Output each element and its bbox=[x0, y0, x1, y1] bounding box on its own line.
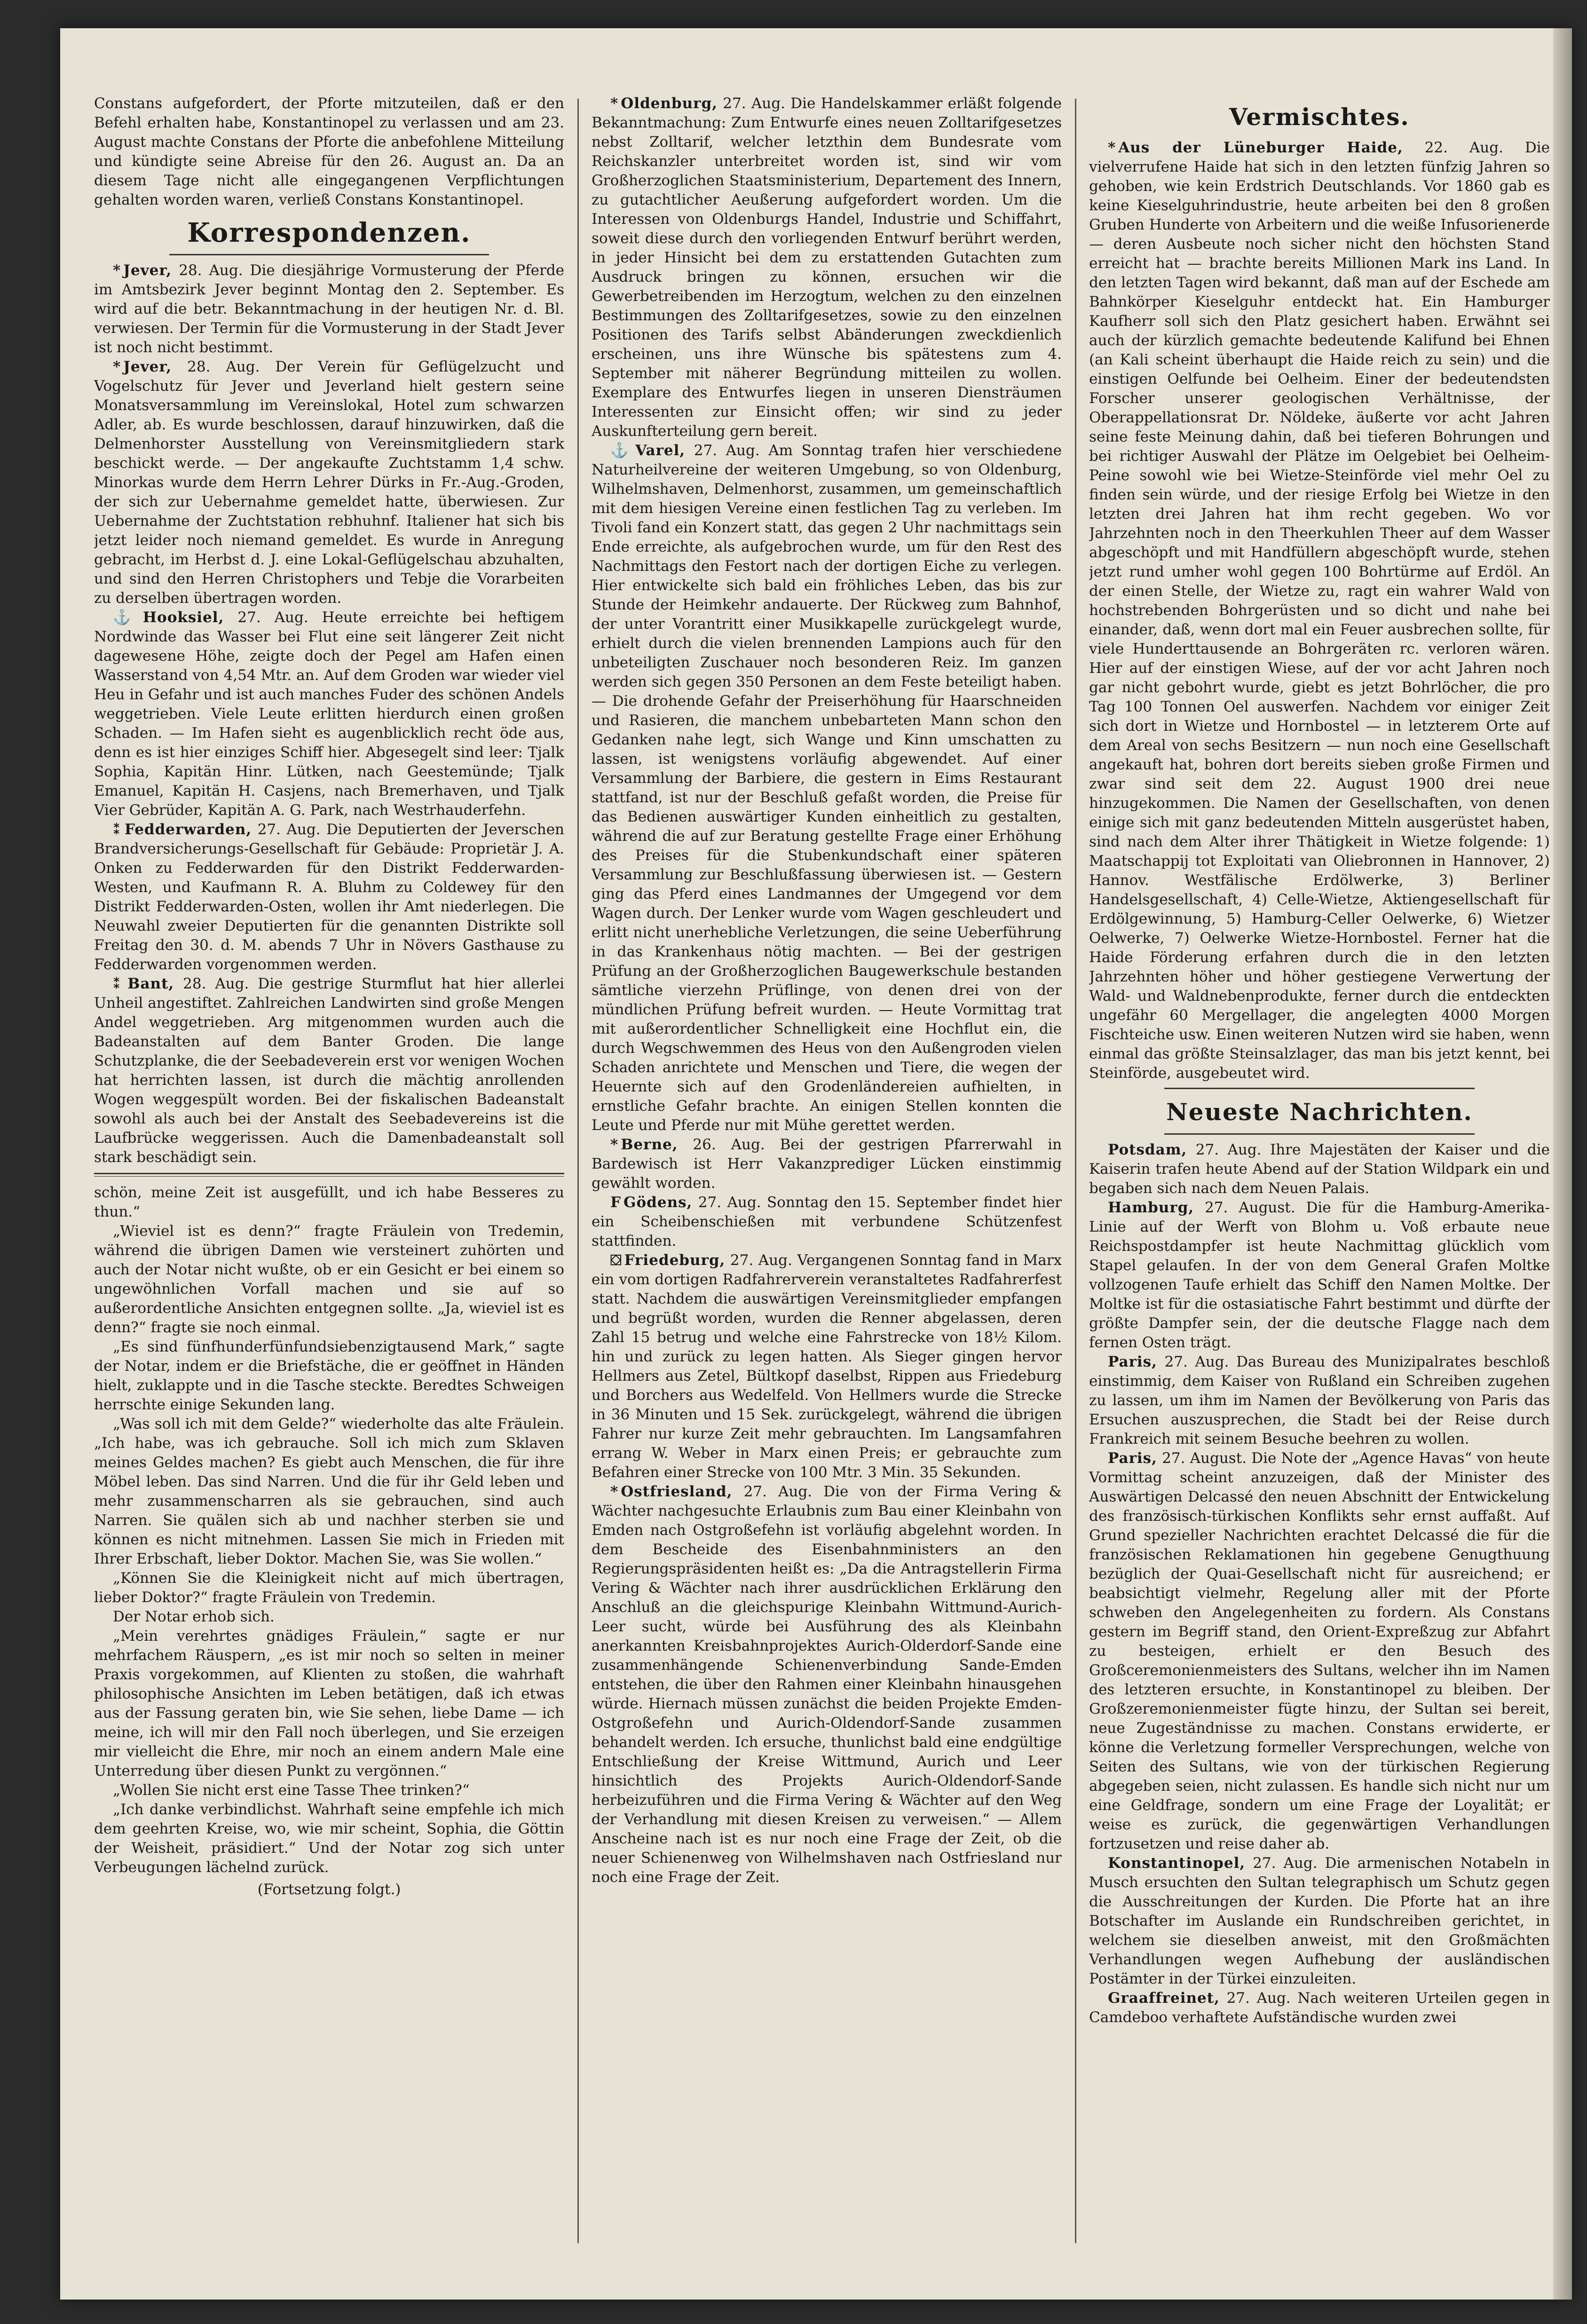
article-text: 27. Aug. Die Deputierten der Jeverschen Brandversicherungs-Gesellschaft für Gebäude: Proprietär J. A. Onken zu Fedderwarden für den Distrikt Fedderwarden-Westen, und Kaufmann R. A. Bluhm zu Coldewey für den Distrikt Fedderwarden-Osten, wollen ihr Amt niederlegen. Die Neuwahl zweier Deputierten für die genannten Distrikte soll Freitag den 30. d. M. abends 7 Uhr in Növers Gasthause zu Fedderwarden vorgenommen werden. bbox=[94, 821, 564, 973]
article-marker: * bbox=[1108, 139, 1116, 156]
article bbox=[592, 441, 1062, 1135]
section-heading-korrespondenzen: Korrespondenzen. bbox=[187, 217, 471, 248]
local-news-articles bbox=[592, 94, 1062, 1887]
column-2 bbox=[592, 94, 1062, 2248]
divider bbox=[169, 254, 489, 255]
article bbox=[94, 261, 564, 357]
article-dateline: Paris, bbox=[1108, 1353, 1157, 1370]
article bbox=[94, 608, 564, 820]
section-heading-vermischtes: Vermischtes. bbox=[1229, 103, 1410, 131]
section-heading-neueste-nachrichten: Neueste Nachrichten. bbox=[1166, 1098, 1473, 1126]
article-dateline: Bant, bbox=[127, 975, 174, 992]
article-text: 27. Aug. Heute erreichte bei heftigem Nordwinde das Wasser bei Flut eine seit längerer Zeit nicht dagewesene Höhe, zeigte doch der Pegel am Hafen einen Wasserstand von 4,54 Mtr. an. Auf dem Groden war wieder viel Heu in Gefahr und ist auch manches Fuder des schönen Andels weggetrieben. Viele Leute erlitten hierdurch einen großen Schaden. — Im Hafen sieht es augenblicklich recht öde aus, denn es ist hier einziges Schiff hier. Abgesegelt sind leer: Tjalk Sophia, Kapitän Hinr. Lütken, nach Geestemünde; Tjalk Emanuel, Kapitän H. Casjens, nach Bremerhaven, und Tjalk Vier Gebrüder, Kapitän A. G. Park, nach Westrhauderfehn. bbox=[94, 609, 564, 819]
article-marker: * bbox=[113, 262, 121, 279]
article-dateline: Jever, bbox=[123, 358, 172, 375]
feuilleton-paragraph: „Ich danke verbindlichst. Wahrhaft seine empfehle ich mich dem geehrten Kreise, wo, wie mir scheint, Sophia, die Göttin der Weisheit, präsidiert.“ Und der Notar zog sich unter Verbeugungen lächelnd zurück. bbox=[94, 1801, 564, 1876]
column-1 bbox=[94, 94, 564, 2248]
article-marker: * bbox=[610, 1483, 618, 1500]
article-dateline: Konstantinopel, bbox=[1108, 1855, 1246, 1872]
article-text: 27. Aug. Sonntag den 15. September findet hier ein Scheibenschießen mit verbundene Schützenfest stattfinden. bbox=[592, 1194, 1062, 1249]
feuilleton-divider bbox=[94, 1173, 564, 1177]
article-text: 27. Aug. Die Handelskammer erläßt folgende Bekanntmachung: Zum Entwurfe eines neuen Zolltarifgesetzes nebst Zolltarif, welcher letzthin dem Bundesrate vom Reichskanzler unterbreitet worden ist, sind wir vom Großherzoglichen Staatsministerium, Departement des Innern, zu gutachtlicher Aeußerung aufgefordert worden. Um die Interessen von Oldenburgs Handel, Industrie und Schiffahrt, soweit diese durch den vorliegenden Entwurf berührt werden, in jeder Hinsicht bei dem zu erstattenden Gutachten zum Ausdruck bringen zu können, ersuchen wir die Gewerbetreibenden im Herzogtum, welchen zu den einzelnen Bestimmungen des Zolltarifgesetzes, sowie zu den einzelnen Positionen des Tarifs selbst Abänderungen zweckdienlich erscheinen, uns ihre Wünsche bis spätestens zum 4. September mit näherer Begründung mitteilen zu wollen. Exemplare des Entwurfes liegen in unseren Diensträumen Interessenten zur Einsicht offen; wir sind zu jeder Auskunfterteilung gern bereit. bbox=[592, 95, 1062, 440]
article bbox=[592, 1135, 1062, 1193]
feuilleton-paragraph: „Wieviel ist es denn?“ fragte Fräulein von Tredemin, während die übrigen Damen wie versteinert zuhörten und auch der Notar nicht wußte, ob er ein Gesicht er bei einem so ungewöhnlichen Vorfall machen und sie auf so außerordentliche Ansichten entgegnen sollte. „Ja, wieviel ist es denn?“ fragte sie noch einmal. bbox=[94, 1223, 564, 1336]
article bbox=[1089, 1140, 1550, 1198]
feuilleton-paragraph: Der Notar erhob sich. bbox=[113, 1608, 275, 1625]
article bbox=[592, 1251, 1062, 1482]
column-rule bbox=[577, 99, 579, 2243]
article-text: 27. Aug. Das Bureau des Munizipalrates beschloß einstimmig, dem Kaiser von Rußland ein Schreiben zugehen zu lassen, um ihm im Namen der Bevölkerung von Paris das Ersuchen auszusprechen, die Stadt bei der Reise durch Frankreich mit seinem Besuche beehren zu wollen. bbox=[1089, 1353, 1550, 1447]
article-text: 27. Aug. Die armenischen Notabeln in Musch ersuchten den Sultan telegraphisch um Schutz gegen die Ausschreitungen der Kurden. Die Pforte hat an ihre Botschafter im Auslande ein Rundschreiben gerichtet, in welchem sie dieselben anweist, mit den Großmächten Verhandlungen wegen Aufhebung der ausländischen Postämter in der Türkei einzuleiten. bbox=[1089, 1855, 1550, 1987]
article bbox=[1089, 1198, 1550, 1352]
article-marker: * bbox=[113, 358, 121, 375]
feuilleton-paragraph: „Wollen Sie nicht erst eine Tasse Thee trinken?“ bbox=[113, 1782, 470, 1799]
continuation-note: (Fortsetzung folgt.) bbox=[257, 1881, 401, 1898]
feuilleton-paragraph: schön, meine Zeit ist ausgefüllt, und ich habe Besseres zu thun.“ bbox=[94, 1184, 564, 1220]
neueste-nachrichten-articles bbox=[1089, 1140, 1550, 2027]
article-text: 27. Aug. Die von der Firma Vering & Wächter nachgesuchte Erlaubnis zum Bau einer Kleinbahn von Emden nach Ostgroßefehn ist vorläufig abgelehnt worden. In dem Bescheide des Eisenbahnministers an den Regierungspräsidenten heißt es: „Da die Antragstellerin Firma Vering & Wächter nach ihrer ausdrücklichen Erklärung den Anschluß an die gleichspurige Kleinbahn Wittmund-Aurich-Leer sucht, würde bei Ausführung des als Kleinbahn anerkannten Kreisbahnprojektes Aurich-Olderdorf-Sande eine zusammenhängende Schienenverbindung Sande-Emden entstehen, die über den Rahmen einer Kleinbahn hinausgehen würde. Hiernach müssen zunächst die beiden Projekte Emden-Ostgroßefehn und Aurich-Oldendorf-Sande zusammen behandelt werden. Ich ersuche, thunlichst bald eine endgültige Entschließung der Kreise Wittmund, Aurich und Leer hinsichtlich des Projekts Aurich-Oldendorf-Sande herbeizuführen und die Firma Vering & Wächter auf den Weg der Verhandlung mit diesen Kreisen zu verweisen.“ — Allem Anscheine nach ist es nur noch eine Frage der Zeit, ob die neuer Schienenweg von Wilhelmshaven nach Ostfriesland nur noch eine Frage der Zeit. bbox=[592, 1483, 1062, 1886]
divider bbox=[1164, 1133, 1475, 1135]
article-marker: * bbox=[610, 1136, 618, 1153]
article bbox=[1089, 1352, 1550, 1449]
article-dateline: Gödens, bbox=[624, 1194, 693, 1211]
article bbox=[592, 1482, 1062, 1887]
article-dateline: Berne, bbox=[621, 1136, 678, 1153]
article bbox=[592, 1193, 1062, 1251]
article-dateline: Hooksiel, bbox=[142, 609, 224, 626]
article-text: 27. August. Die für die Hamburg-Amerika-Linie auf der Werft von Blohm u. Voß erbaute neue Reichspostdampfer ist heute Nachmittag glücklich vom Stapel gelaufen. In der von dem General Grafen Moltke vollzogenen Taufe erhielt das Schiff den Namen Moltke. Der Moltke ist für die ostasiatische Fahrt bestimmt und dürfte der größte Dampfer sein, der die deutsche Flagge nach dem fernen Osten trägt. bbox=[1089, 1199, 1550, 1351]
article bbox=[94, 820, 564, 974]
article-text: 27. Aug. Vergangenen Sonntag fand in Marx ein vom dortigen Radfahrerverein veranstaltetes Radfahrerfest statt. Nachdem die auswärtigen Vereinsmitglieder empfangen und begrüßt worden, wurden die Renner abgelassen, deren Zahl 15 betrug und welche eine Fahrstrecke von 18½ Kilom. hin und zurück zu legen hatten. Als Sieger gingen hervor Hellmers aus Zetel, Bültkopf daselbst, Rippen aus Friedeburg und Borchers aus Wedelfeld. Von Hellmers wurde die Strecke in 36 Minuten und 15 Sek. zurückgelegt, während die übrigen Fahrer nur kurze Zeit mehr gebrauchten. Im Langsamfahren errang W. Weber in Marx einen Preis; er gebrauchte zum Befahren einer Strecke von 100 Mtr. 3 Min. 35 Sekunden. bbox=[592, 1252, 1062, 1481]
intro-paragraph: Constans aufgefordert, der Pforte mitzuteilen, daß er den Befehl erhalten habe, Konstantinopel zu verlassen und am 23. August machte Constans der Pforte die anbefohlene Mitteilung und kündigte seine Abreise für den 26. August an. Da an diesem Tage nicht alle eingegangenen Verpflichtungen gehalten worden waren, verließ Constans Konstantinopel. bbox=[94, 95, 564, 208]
article-text: 27. Aug. Am Sonntag trafen hier verschiedene Naturheilvereine der weiteren Umgebung, so von Oldenburg, Wilhelmshaven, Delmenhorst, zusammen, um gemeinschaftlich mit dem hiesigen Vereine einen festlichen Tag zu verleben. Im Tivoli fand ein Konzert statt, das gegen 2 Uhr nachmittags sein Ende erreichte, als aufgebrochen wurde, um für den Rest des Nachmittags den Festort nach der dortigen Eiche zu verlegen. Hier entwickelte sich bald ein fröhliches Leben, das bis zur Stunde der Heimkehr andauerte. Der Rückweg zum Bahnhof, der unter Vorantritt einer Musikkapelle zurückgelegt wurde, erhielt durch die vielen brennenden Lampions auch für den unbeteiligten Zuschauer noch besonderen Reiz. Im ganzen werden sich gegen 350 Personen an dem Feste beteiligt haben. — Die drohende Gefahr der Preiserhöhung für Haarschneiden und Rasieren, die manchem unbebarteten Mann schon den Gedanken nahe legt, sich Wange und Kinn umschatten zu lassen, ist wenigstens vorläufig abgewendet. Auf einer Versammlung der Barbiere, die gestern in Eims Restaurant stattfand, ist nur der Beschluß gefaßt worden, die Preise für das Bedienen auswärtiger Kunden einheitlich zu gestalten, während die auf zur Beratung gestellte Frage einer Erhöhung des Preises für die Stubenkundschaft einer späteren Versammlung zur Beschlußfassung überwiesen ist. — Gestern ging das Pferd eines Landmannes der Umgegend vor dem Wagen durch. Der Lenker wurde vom Wagen geschleudert und erlitt nicht unerhebliche Verletzungen, die seine Ueberführung in das Krankenhaus nötig machten. — Bei der gestrigen Prüfung an der Großherzoglichen Baugewerkschule bestanden sämtliche vierzehn Prüflinge, von denen drei von der mündlichen Prüfung befreit wurden. — Heute Vormittag trat mit außerordentlicher Schnelligkeit eine Hochflut ein, die durch Wegschwemmen des Heus von den Außengroden vielen Schaden anrichtete und Menschen und Tiere, die wegen der Heuernte sich auf den Grodenländereien aufhielten, in ernstliche Gefahr brachte. An einigen Stellen konnten die Leute und Pferde nur mit Mühe gerettet werden. bbox=[592, 442, 1062, 1134]
article-text: 28. Aug. Die gestrige Sturmflut hat hier allerlei Unheil angestiftet. Zahlreichen Landwirten sind große Mengen Andel weggetrieben. Arg mitgenommen wurden auch die Badeanstalten auf dem Banter Groden. Die lange Schutzplanke, die der Seebadeverein erst vor wenigen Wochen hat herrichten lassen, ist durch die mächtig anrollenden Wogen weggespült worden. Bei der fiskalischen Badeanstalt sowohl als auch bei der Anstalt des Seebadevereins ist die Laufbrücke weggerissen. Auch die Damenbadeanstalt soll stark beschädigt sein. bbox=[94, 975, 564, 1166]
article-marker: ⁑ bbox=[113, 975, 125, 992]
article bbox=[592, 94, 1062, 441]
article-marker: ⁑ bbox=[113, 821, 122, 838]
article-dateline: Jever, bbox=[123, 262, 172, 279]
article-dateline: Hamburg, bbox=[1108, 1199, 1194, 1216]
article-text: 27. Aug. Ihre Majestäten der Kaiser und die Kaiserin trafen heute Abend auf der Station Wildpark ein und begaben sich nach dem Neuen Palais. bbox=[1089, 1141, 1550, 1197]
article-dateline: Potsdam, bbox=[1108, 1141, 1187, 1158]
feuilleton bbox=[94, 1183, 564, 1877]
feuilleton-paragraph: „Mein verehrtes gnädiges Fräulein,“ sagte er nur mehrfachem Räuspern, „es ist mir noch so selten in meiner Praxis vorgekommen, auf Klienten zu stoßen, die wahrhaft philosophische Ansichten im Leben betätigen, daß ich etwas aus der Fassung geraten bin, wie Sie sehen, liebe Dame — ich meine, ich will mir den Fall noch überlegen, und Sie erzeigen mir vielleicht die Ehre, mir noch an einem andern Male eine Unterredung über diesen Punkt zu vergönnen.“ bbox=[94, 1628, 564, 1779]
article-dateline: Varel, bbox=[635, 442, 686, 459]
feuilleton-paragraph: „Es sind fünfhunderfünfundsiebenzigtausend Mark,“ sagte der Notar, indem er die Briefstäche, die er geöffnet in Händen hielt, zuklappte und in die Tasche steckte. Beredtes Schweigen herrschte einige Sekunden lang. bbox=[94, 1338, 564, 1413]
divider bbox=[1164, 1088, 1475, 1089]
article-text: 26. Aug. Bei der gestrigen Pfarrerwahl in Bardewisch ist Herr Vakanzprediger Lücken einstimmig gewählt worden. bbox=[592, 1136, 1062, 1192]
column-rule bbox=[1075, 99, 1076, 2243]
article-dateline: Oldenburg, bbox=[621, 95, 718, 112]
article-dateline: Ostfriesland, bbox=[621, 1483, 733, 1500]
article bbox=[1089, 138, 1550, 1083]
article-marker: F bbox=[610, 1194, 621, 1211]
column-3 bbox=[1089, 94, 1550, 2248]
newspaper-page bbox=[60, 28, 1572, 2300]
article-marker: ⚓ bbox=[610, 442, 633, 459]
korrespondenzen-articles bbox=[94, 261, 564, 1167]
article-dateline: Friedeburg, bbox=[624, 1252, 726, 1269]
article-marker: ⛋ bbox=[610, 1252, 622, 1269]
article bbox=[1089, 1854, 1550, 1989]
feuilleton-paragraph: „Was soll ich mit dem Gelde?“ wiederholte das alte Fräulein. „Ich habe, was ich gebrauche. Soll ich mich zum Sklaven meines Geldes machen? Es giebt auch Menschen, die für ihre Möbel leben. Das sind Narren. Und die für ihr Geld leben und mehr zusammenscharren als sie gebrauchen, sind auch Narren. Sie quälen sich ab und nachher sterben sie und können es nicht mitnehmen. Lassen Sie mich in Frieden mit Ihrer Erbschaft, lieber Doktor. Machen Sie, was Sie wollen.“ bbox=[94, 1415, 564, 1567]
article bbox=[1089, 1989, 1550, 2027]
article-dateline: Graaffreinet, bbox=[1108, 1990, 1220, 2007]
article-marker: * bbox=[610, 95, 618, 112]
article bbox=[94, 357, 564, 608]
article-text: 28. Aug. Der Verein für Geflügelzucht und Vogelschutz für Jever und Jeverland hielt gestern seine Monatsversammlung im Vereinslokal, Hotel zum schwarzen Adler, ab. Es wurde beschlossen, darauf hinzuwirken, daß die Delmenhorster Ausstellung von Vereinsmitgliedern stark beschickt werde. — Der angekaufte Zuchtstamm 1,4 schw. Minorkas wurde dem Herrn Lehrer Dürks in Fr.-Aug.-Groden, der sich zur Uebernahme gemeldet hatte, überwiesen. Zur Uebernahme der Zuchtstation rebhuhnf. Italiener hat sich bis jetzt leider noch niemand gemeldet. Es wurde in Anregung gebracht, im Herbst d. J. eine Lokal-Geflügelschau abzuhalten, und sind den Herren Christophers und Tebje die Vorarbeiten zu derselben übertragen worden. bbox=[94, 358, 564, 607]
article-text: 27. August. Die Note der „Agence Havas“ von heute Vormittag scheint anzuzeigen, daß der Minister des Auswärtigen Delcassé den neuen Abschnitt der Entwickelung des französisch-türkischen Konflikts sehr ernst auffaßt. Auf Grund spezieller Nachrichten erachtet Delcassé die für die französischen Reklamationen hin gegebene Genugthuung bezüglich der Quai-Gesellschaft nicht für ausreichend; er beabsichtigt vielmehr, Regelung aller mit der Pforte schweben den Angelegenheiten zu fordern. Als Constans gestern im Begriff stand, den Orient-Expreßzug zur Abfahrt zu besteigen, erhielt er den Besuch des Großceremonienmeisters des Sultans, welcher ihn im Namen des letzteren ersuchte, in Konstantinopel zu bleiben. Der Großzeremonienmeister fügte hinzu, der Sultan sei bereit, neue Zugeständnisse zu machen. Constans erwiderte, er könne die Verletzung formeller Versprechungen, welche von Seiten des Sultans, wie von der türkischen Regierung abgegeben seien, nicht zulassen. Es handle sich nicht nur um eine Geldfrage, sondern um eine Frage der Loyalität; er weise es zurück, die gegenwärtigen Verhandlungen fortzusetzen und reise daher ab. bbox=[1089, 1450, 1550, 1852]
article-dateline: Paris, bbox=[1108, 1450, 1157, 1467]
feuilleton-paragraph: „Können Sie die Kleinigkeit nicht auf mich übertragen, lieber Doktor?“ fragte Fräulein von Tredemin. bbox=[94, 1570, 564, 1606]
article-text: 27. Aug. Nach weiteren Urteilen gegen in Camdeboo verhaftete Aufständische wurden zwei bbox=[1089, 1990, 1550, 2026]
article bbox=[94, 974, 564, 1167]
article bbox=[1089, 1449, 1550, 1854]
article-marker: ⚓ bbox=[113, 609, 140, 626]
vermischtes-articles bbox=[1089, 138, 1550, 1083]
article-text: 28. Aug. Die diesjährige Vormusterung der Pferde im Amtsbezirk Jever beginnt Montag den 2. September. Es wird auf die betr. Bekanntmachung in der heutigen Nr. d. Bl. verwiesen. Der Termin für die Vormusterung in der Stadt Jever ist noch nicht bestimmt. bbox=[94, 262, 564, 356]
article-dateline: Fedderwarden, bbox=[124, 821, 252, 838]
article-dateline: Aus der Lüneburger Haide, bbox=[1118, 139, 1403, 156]
page-edge bbox=[1553, 28, 1572, 2300]
article-text: 22. Aug. Die vielverrufene Haide hat sich in den letzten fünfzig Jahren so gehoben, wie kein Erdstrich Deutschlands. Vor 1860 gab es keine Kieselguhrindustrie, heute arbeiten bei den 8 großen Gruben Hunderte von Arbeitern und die weiße Infusorienerde — deren Ausbeute noch sicher nicht den höchsten Stand erreicht hat — brachte bereits Millionen Mark ins Land. In den letzten Tagen wird bekannt, daß man auf der Eschede am Bahnkörper Kieselguhr entdeckt hat. Ein Hamburger Kaufherr soll sich den Platz gesichert haben. Erwähnt sei auch der kürzlich gemachte bedeutende Kalifund bei Ehnen (an Kali scheint überhaupt die Haide reich zu sein) und die einstigen Oelfunde bei Oelheim. Einer der bedeutendsten Forscher unserer geologischen Verhältnisse, der Oberappellationsrat Dr. Nöldeke, äußerte vor acht Jahren seine feste Meinung dahin, daß bei tieferen Bohrungen und bei richtiger Auswahl der Plätze im Oelgebiet bei Oelheim-Peine sowohl wie bei Wietze-Steinförde viel mehr Oel zu finden sein würde, und der riesige Erfolg bei Wietze in den letzten drei Jahren hat ihm recht gegeben. Wo vor Jahrzehnten noch in den Theerkuhlen Theer auf dem Wasser abgeschöpft und mit Handfüllern abgeschöpft wurde, stehen jetzt rund umher wohl gegen 100 Bohrtürme auf Erdöl. An der einen Stelle, der Wietze zu, ragt ein wahrer Wald von hochstrebenden Bohrgerüsten und so dicht und nahe bei einander, daß, wenn dort mal ein Feuer ausbrechen sollte, für viele Hunderttausende an Bohrgeräten rc. verloren wären. Hier auf der einstigen Wiese, auf der vor acht Jahren noch gar nicht gebohrt wurde, giebt es jetzt Bohrlöcher, die pro Tag 100 Tonnen Oel auswerfen. Nachdem vor einiger Zeit sich dort in Wietze und Hornbostel — in letzterem Orte auf dem Areal von sechs Besitzern — nun noch eine Gesellschaft angekauft hat, bohren dort bereits sieben große Firmen und zwar sind seit dem 22. August 1900 drei neue hinzugekommen. Die Namen der Gesellschaften, von denen einige sich mit ganz bedeutenden Mitteln ausgerüstet haben, sind nach dem Alter ihrer Thätigkeit in Wietze folgende: 1) Maatschappij tot Exploitati van Oliebronnen in Hannover, 2) Hannov. Westfälische Erdölwerke, 3) Berliner Handelsgesellschaft, 4) Celle-Wietze, Aktiengesellschaft für Erdölgewinnung, 5) Hamburg-Celler Oelwerke, 6) Wietzer Oelwerke, 7) Oelwerke Wietze-Hornbostel. Ferner hat die Haide Förderung erfahren durch die in den letzten Jahrzehnten höher und höher gestiegene Verwertung der Wald- und Waldnebenprodukte, ferner durch die entdeckten ungefähr 60 Mergellager, die angelegten 4000 Morgen Fischteiche usw. Einen weiteren Nutzen wird sie haben, wenn einmal das größte Steinsalzlager, das man bis jetzt kennt, bei Steinförde, ausgebeutet wird. bbox=[1089, 139, 1550, 1082]
